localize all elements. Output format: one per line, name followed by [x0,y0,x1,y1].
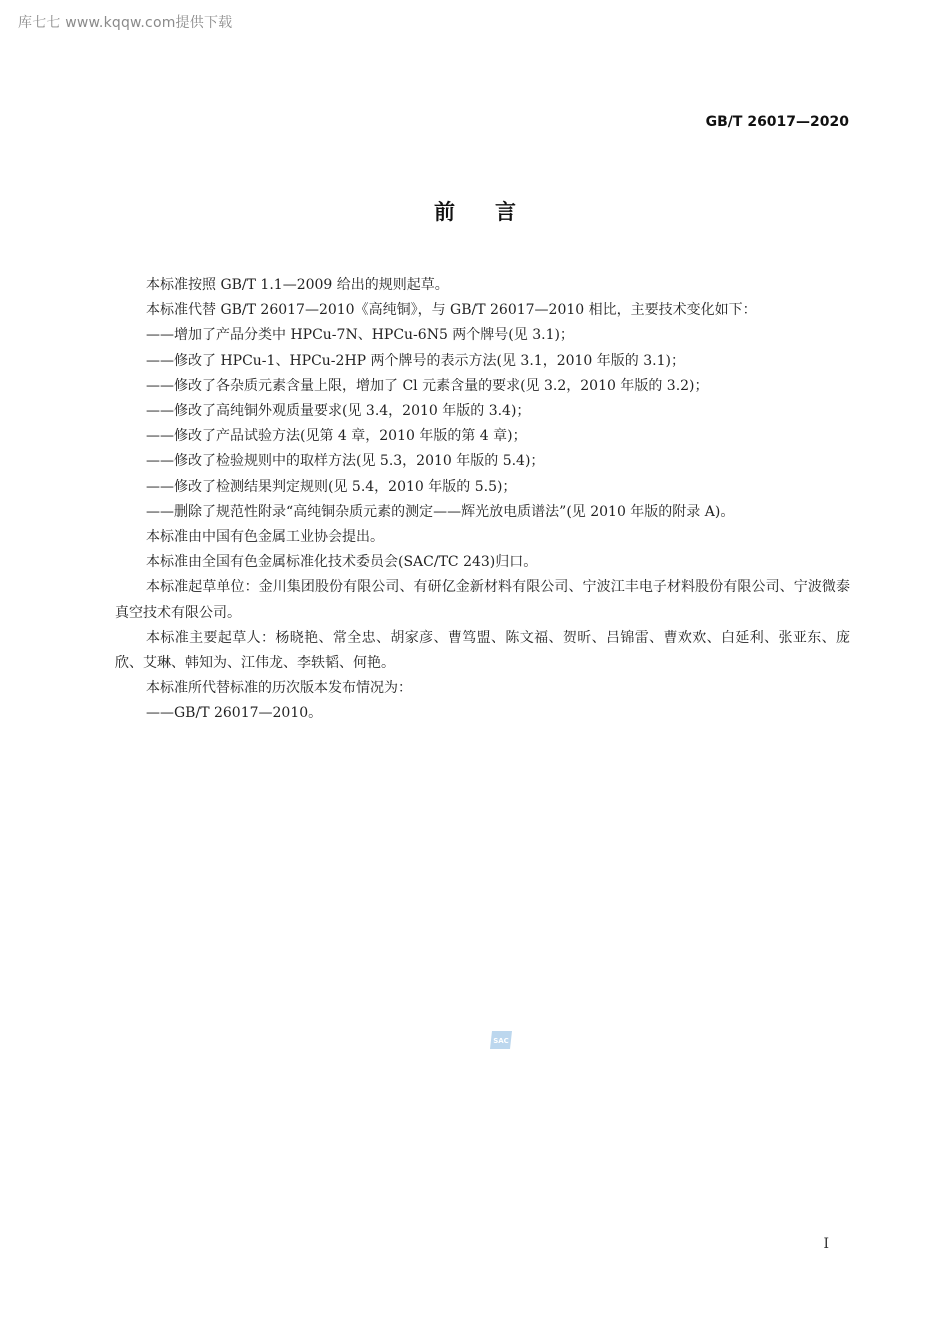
sac-logo-text: SAC [493,1037,509,1045]
sac-logo [488,1029,514,1051]
paragraph-committee: 本标准由全国有色金属标准化技术委员会(SAC/TC 243)归口。 [146,554,538,571]
paragraph-drafters: 本标准主要起草人：杨晓艳、常全忠、胡家彦、曹笃盟、陈文福、贺昕、吕锦雷、曹欢欢、白延利、张亚东、庞欣、艾琳、韩知为、江伟龙、李轶韬、何艳。 [115,629,850,672]
change-item: ——增加了产品分类中 HPCu-7N、HPCu-6N5 两个牌号(见 3.1)； [146,327,574,344]
source-watermark: 库七七 www.kqqw.com提供下载 [18,15,233,31]
page-title: 前言 [434,200,556,224]
change-item: ——修改了 HPCu-1、HPCu-2HP 两个牌号的表示方法(见 3.1，2010 年版的 3.1)； [146,352,685,369]
standard-code: GB/T 26017—2020 [705,114,849,130]
paragraph-proposer: 本标准由中国有色金属工业协会提出。 [146,529,384,546]
change-item: ——修改了检验规则中的取样方法(见 5.3，2010 年版的 5.4)； [146,453,545,470]
change-item: ——删除了规范性附录“高纯铜杂质元素的测定——辉光放电质谱法”(见 2010 年版的附录 A)。 [146,503,735,520]
paragraph-drafting-units: 本标准起草单位：金川集团股份有限公司、有研亿金新材料有限公司、宁波江丰电子材料股份有限公司、宁波微泰真空技术有限公司。 [115,579,850,621]
page-number: I [823,1236,829,1252]
paragraph-replacement: 本标准代替 GB/T 26017—2010《高纯铜》，与 GB/T 26017—2010 相比，主要技术变化如下： [146,302,757,319]
change-item: ——修改了产品试验方法(见第 4 章，2010 年版的第 4 章)； [146,428,527,445]
paragraph-history: 本标准所代替标准的历次版本发布情况为： [146,680,412,697]
change-item: ——修改了高纯铜外观质量要求(见 3.4，2010 年版的 3.4)； [146,403,531,420]
change-item: ——修改了各杂质元素含量上限，增加了 Cl 元素含量的要求(见 3.2，2010 年版的 3.2)； [146,377,709,394]
history-item: ——GB/T 26017—2010。 [146,705,323,722]
foreword-body [115,273,850,727]
change-item: ——修改了检测结果判定规则(见 5.4，2010 年版的 5.5)； [146,478,517,495]
paragraph-drafting-rules: 本标准按照 GB/T 1.1—2009 给出的规则起草。 [146,277,449,293]
